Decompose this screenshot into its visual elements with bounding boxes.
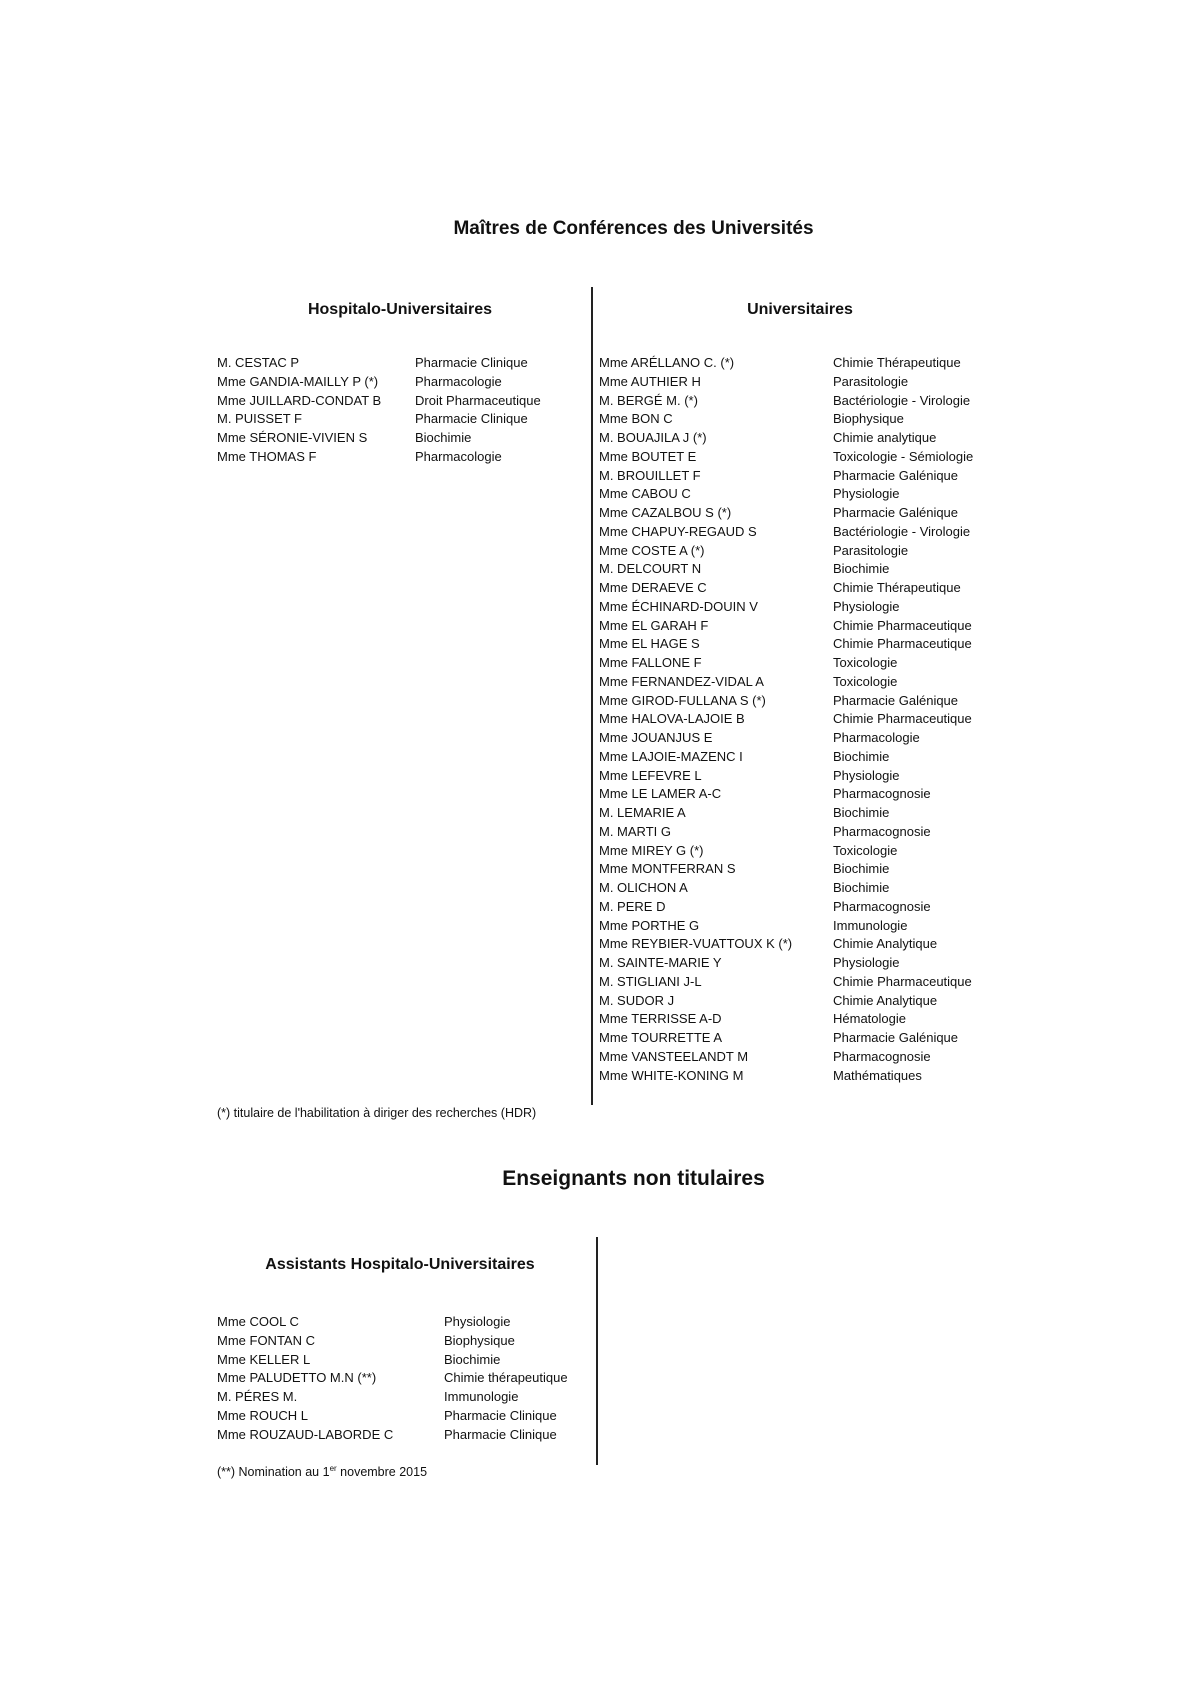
department: Biochimie <box>833 805 890 820</box>
person-name: Mme EL HAGE S <box>599 636 700 652</box>
list-item <box>599 448 999 467</box>
list-item <box>599 917 999 936</box>
person-name: Mme LAJOIE-MAZENC I <box>599 748 743 764</box>
person-name: M. MARTI G <box>599 823 671 839</box>
list-item <box>599 954 999 973</box>
list-item <box>599 485 999 504</box>
section-title-non-titulaires: Enseignants non titulaires <box>502 1167 765 1190</box>
page-title: Maîtres de Conférences des Universités <box>453 218 814 239</box>
department: Pharmacognosie <box>833 898 931 914</box>
person-name: Mme LEFEVRE L <box>599 767 702 783</box>
person-name: Mme CHAPUY-REGAUD S <box>599 523 757 539</box>
person-name: Mme FERNANDEZ-VIDAL A <box>599 673 764 689</box>
department: Chimie Pharmaceutique <box>833 973 972 989</box>
list-item <box>599 860 999 879</box>
department: Biochimie <box>833 880 890 895</box>
department: Chimie Pharmaceutique <box>833 636 972 652</box>
department: Parasitologie <box>833 373 909 389</box>
person-name: Mme COSTE A (*) <box>599 542 705 558</box>
person-name: Mme COOL C <box>217 1314 299 1329</box>
person-name: M. SAINTE-MARIE Y <box>599 955 722 970</box>
person-name: Mme CAZALBOU S (*) <box>599 505 732 520</box>
department: Chimie analytique <box>833 430 937 445</box>
person-name: Mme SÉRONIE-VIVIEN S <box>217 430 368 445</box>
person-name: Mme VANSTEELANDT M <box>599 1048 749 1064</box>
list-item <box>599 973 999 992</box>
list-item <box>217 1388 597 1407</box>
person-name: Mme BOUTET E <box>599 448 697 464</box>
list-item <box>217 448 587 467</box>
department: Hématologie <box>833 1011 906 1027</box>
department: Toxicologie <box>833 842 898 858</box>
person-name: Mme THOMAS F <box>217 448 317 464</box>
department: Physiologie <box>833 486 900 502</box>
department: Physiologie <box>444 1314 511 1329</box>
person-name: M. SUDOR J <box>599 992 675 1008</box>
person-name: M. LEMARIE A <box>599 805 686 820</box>
department: Biochimie <box>833 861 890 877</box>
list-item <box>217 1369 597 1388</box>
person-name: M. PERE D <box>599 898 666 914</box>
list-item <box>599 617 999 636</box>
list-item <box>599 429 999 448</box>
list-item <box>599 392 999 411</box>
list-item <box>217 1332 597 1351</box>
list-item <box>599 1048 999 1067</box>
department: Chimie Analytique <box>833 992 938 1008</box>
list-item <box>599 879 999 898</box>
person-name: M. BERGÉ M. (*) <box>599 392 698 408</box>
person-name: Mme KELLER L <box>217 1351 311 1367</box>
hdr-footnote: (*) titulaire de l'habilitation à diriger des recherches (HDR) <box>217 1106 537 1120</box>
person-name: Mme FALLONE F <box>599 655 702 670</box>
list-item <box>217 1351 597 1370</box>
assistants-list <box>217 1313 597 1444</box>
list-item <box>217 392 587 411</box>
department: Mathématiques <box>833 1067 922 1083</box>
department: Biochimie <box>833 561 890 577</box>
department: Bactériologie - Virologie <box>833 392 971 408</box>
list-item <box>599 579 999 598</box>
department: Chimie Pharmaceutique <box>833 711 972 727</box>
column-divider <box>591 287 593 1105</box>
person-name: Mme EL GARAH F <box>599 617 709 633</box>
person-name: Mme GIROD-FULLANA S (*) <box>599 692 766 708</box>
department: Physiologie <box>833 767 900 783</box>
department: Biochimie <box>444 1351 501 1367</box>
person-name: M. PUISSET F <box>217 411 302 427</box>
list-item <box>217 1426 597 1445</box>
list-item <box>217 410 587 429</box>
list-item <box>599 804 999 823</box>
person-name: Mme DERAEVE C <box>599 580 707 595</box>
heading-assistants: Assistants Hospitalo-Universitaires <box>265 1256 535 1273</box>
list-item <box>599 1067 999 1086</box>
list-item <box>599 504 999 523</box>
department: Toxicologie <box>833 655 898 670</box>
department: Pharmacognosie <box>833 1048 931 1064</box>
nomination-note-prefix: (**) Nomination au 1 <box>217 1465 330 1480</box>
department: Pharmacognosie <box>833 823 931 839</box>
person-name: Mme ROUZAUD-LABORDE C <box>217 1426 394 1442</box>
department: Biophysique <box>833 411 904 427</box>
list-item <box>599 767 999 786</box>
department: Pharmacie Clinique <box>444 1426 557 1442</box>
department: Pharmacologie <box>415 373 502 389</box>
department: Chimie thérapeutique <box>444 1370 568 1386</box>
nomination-note-sup: er <box>329 1464 337 1473</box>
person-name: Mme JUILLARD-CONDAT B <box>217 392 382 408</box>
list-item <box>599 729 999 748</box>
person-name: Mme PORTHE G <box>599 917 700 933</box>
list-item <box>599 842 999 861</box>
person-name: Mme HALOVA-LAJOIE B <box>599 711 745 727</box>
department: Chimie Thérapeutique <box>833 355 961 370</box>
department: Toxicologie <box>833 673 898 689</box>
person-name: Mme REYBIER-VUATTOUX K (*) <box>599 936 793 952</box>
person-name: Mme ÉCHINARD-DOUIN V <box>599 598 758 614</box>
list-item <box>599 673 999 692</box>
person-name: Mme PALUDETTO M.N (**) <box>217 1370 377 1386</box>
department: Toxicologie - Sémiologie <box>833 448 974 464</box>
nomination-footnote <box>217 1464 427 1479</box>
department: Pharmacologie <box>415 448 502 464</box>
person-name: Mme JOUANJUS E <box>599 730 713 745</box>
person-name: Mme GANDIA-MAILLY P (*) <box>217 373 379 389</box>
department: Immunologie <box>833 917 908 933</box>
list-item <box>599 410 999 429</box>
department: Immunologie <box>444 1389 519 1404</box>
list-item <box>217 354 587 373</box>
person-name: M. CESTAC P <box>217 355 300 370</box>
department: Chimie Pharmaceutique <box>833 617 972 633</box>
department: Physiologie <box>833 598 900 614</box>
list-item <box>599 560 999 579</box>
list-item <box>599 823 999 842</box>
person-name: Mme FONTAN C <box>217 1332 315 1348</box>
list-item <box>599 1010 999 1029</box>
department: Biochimie <box>833 748 890 764</box>
person-name: Mme MIREY G (*) <box>599 842 704 858</box>
person-name: M. OLICHON A <box>599 880 688 895</box>
list-item <box>599 354 999 373</box>
person-name: Mme MONTFERRAN S <box>599 861 736 877</box>
person-name: Mme WHITE-KONING M <box>599 1067 744 1083</box>
person-name: M. STIGLIANI J-L <box>599 973 702 989</box>
list-item <box>599 748 999 767</box>
department: Parasitologie <box>833 542 909 558</box>
person-name: Mme TERRISSE A-D <box>599 1011 722 1027</box>
hospitalo-universitaires-list <box>217 354 587 467</box>
list-item <box>599 710 999 729</box>
list-item <box>599 542 999 561</box>
list-item <box>599 1029 999 1048</box>
list-item <box>217 1407 597 1426</box>
universitaires-list <box>599 354 999 1085</box>
list-item <box>599 467 999 486</box>
list-item <box>599 935 999 954</box>
department: Pharmacie Clinique <box>415 411 528 427</box>
person-name: M. BOUAJILA J (*) <box>599 430 707 445</box>
department: Physiologie <box>833 955 900 970</box>
list-item <box>599 692 999 711</box>
list-item <box>217 429 587 448</box>
person-name: M. DELCOURT N <box>599 561 702 577</box>
department: Pharmacie Galénique <box>833 1030 959 1045</box>
person-name: Mme ARÉLLANO C. (*) <box>599 355 735 370</box>
person-name: Mme BON C <box>599 411 673 427</box>
department: Chimie Thérapeutique <box>833 580 961 595</box>
department: Chimie Analytique <box>833 936 938 952</box>
department: Pharmacie Galénique <box>833 692 959 708</box>
person-name: Mme LE LAMER A-C <box>599 786 722 802</box>
heading-universitaires: Universitaires <box>747 301 853 318</box>
department: Pharmacie Clinique <box>444 1407 557 1423</box>
person-name: Mme ROUCH L <box>217 1407 309 1423</box>
list-item <box>599 898 999 917</box>
department: Droit Pharmaceutique <box>415 392 541 408</box>
department: Pharmacie Galénique <box>833 467 959 483</box>
list-item <box>599 992 999 1011</box>
person-name: Mme CABOU C <box>599 486 691 502</box>
department: Pharmacognosie <box>833 786 931 802</box>
person-name: M. BROUILLET F <box>599 467 701 483</box>
nomination-note-suffix: novembre 2015 <box>336 1465 428 1480</box>
list-item <box>599 654 999 673</box>
list-item <box>599 373 999 392</box>
list-item <box>217 373 587 392</box>
list-item <box>599 598 999 617</box>
heading-hospitalo-universitaires: Hospitalo-Universitaires <box>307 301 493 318</box>
person-name: M. PÉRES M. <box>217 1389 298 1404</box>
list-item <box>599 523 999 542</box>
person-name: Mme TOURRETTE A <box>599 1030 723 1045</box>
department: Biophysique <box>444 1332 515 1348</box>
person-name: Mme AUTHIER H <box>599 373 701 389</box>
department: Biochimie <box>415 430 472 445</box>
list-item <box>217 1313 597 1332</box>
list-item <box>599 785 999 804</box>
department: Bactériologie - Virologie <box>833 523 971 539</box>
department: Pharmacie Clinique <box>415 355 528 370</box>
department: Pharmacie Galénique <box>833 505 959 520</box>
department: Pharmacologie <box>833 730 920 745</box>
list-item <box>599 635 999 654</box>
